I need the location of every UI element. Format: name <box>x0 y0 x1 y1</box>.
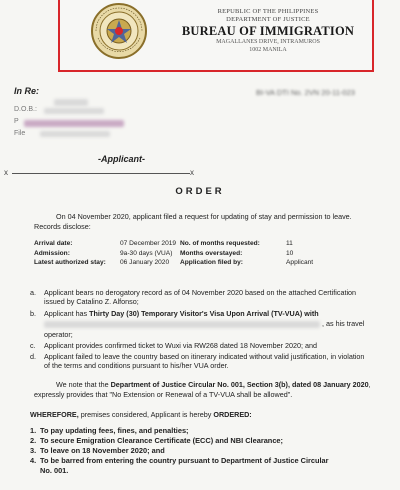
order-item-text: To pay updating fees, fines, and penalties; <box>40 426 189 435</box>
intro-paragraph: On 04 November 2020, applicant filed a request for updating of stay and permission to leave. Records disclose: <box>34 212 352 231</box>
finding-b <box>30 309 370 318</box>
letterhead-city: 1002 MANILA <box>249 46 287 53</box>
order-item-text: To leave on 18 November 2020; and <box>40 446 165 455</box>
record-value: 06 January 2020 <box>120 259 170 267</box>
records-row <box>34 240 313 250</box>
record-value: Applicant <box>286 259 314 267</box>
order-item-text: No. 001. <box>40 466 69 475</box>
order-item-number: 1. <box>30 426 37 435</box>
order-item-number: 2. <box>30 436 37 445</box>
order-item-number: 3. <box>30 446 37 455</box>
finding-label: b. <box>30 309 36 318</box>
order-item-continuation <box>30 466 370 475</box>
note-text: , expressly provides that "No Extension or Renewal of a TV-VUA shall be allowed". <box>34 380 371 399</box>
caption-x-left: x <box>4 168 8 177</box>
record-value: 07 December 2019 <box>120 240 177 247</box>
note-paragraph <box>34 380 372 399</box>
record-key: Arrival date: <box>34 240 73 247</box>
finding-label: a. <box>30 288 36 297</box>
record-key: Latest authorized stay: <box>34 259 106 267</box>
letterhead-agency: BUREAU OF IMMIGRATION <box>181 24 355 38</box>
order-item <box>30 436 370 445</box>
finding-d <box>30 352 370 370</box>
note-text-bold: Department of Justice Circular No. 001, Section 3(b), dated 08 January 2020 <box>110 380 369 389</box>
party-line-file: File <box>14 130 26 137</box>
order-title: ORDER <box>175 186 225 197</box>
record-value: 11 <box>286 240 293 247</box>
records-table <box>34 240 313 269</box>
record-key: Admission: <box>34 249 70 257</box>
redacted-name <box>54 99 88 106</box>
finding-text-bold: Thirty Day (30) Temporary Visitor's Visa Upon Arrival (TV-VUA) with <box>89 309 319 318</box>
record-value: 9a-30 days (VUA) <box>120 249 173 257</box>
note-text: We note that the <box>56 380 111 389</box>
applicant-label: -Applicant- <box>98 154 145 164</box>
in-re-label: In Re: <box>14 86 40 96</box>
order-item <box>30 426 370 435</box>
redacted-passport <box>24 120 124 127</box>
letterhead <box>58 0 374 72</box>
caption-x-right: x <box>190 168 194 177</box>
finding-a <box>30 288 370 306</box>
record-value: 10 <box>286 249 294 257</box>
wherefore-paragraph <box>30 410 368 420</box>
finding-b-tail2: operator; <box>44 330 73 339</box>
redacted-dob <box>44 108 104 114</box>
finding-b-tail: , as his travel <box>322 319 365 328</box>
party-line-dob: D.O.B.: <box>14 106 37 113</box>
bureau-seal-icon <box>90 2 148 60</box>
finding-text: Applicant has <box>44 309 90 318</box>
letterhead-address: MAGALLANES DRIVE, INTRAMUROS <box>216 39 320 45</box>
record-key: No. of months requested: <box>180 240 260 247</box>
finding-text: Applicant bears no derogatory record as of 04 November 2020 based on the attached Certification issued by Catalino Z. Alfonso; <box>44 288 357 306</box>
order-item-text: To be barred from entering the country pursuant to Department of Justice Circular <box>40 456 329 465</box>
order-item-text: To secure Emigration Clearance Certificate (ECC) and NBI Clearance; <box>40 436 284 445</box>
redacted-file <box>40 131 110 137</box>
finding-label: d. <box>30 352 36 361</box>
record-key: Application filed by: <box>180 259 244 267</box>
party-line-p: P <box>14 118 19 125</box>
wherefore-text: premises considered, Applicant is hereby <box>78 410 214 419</box>
finding-text: Applicant provides confirmed ticket to Wuxi via RW268 dated 18 November 2020; and <box>44 341 318 350</box>
records-row <box>34 259 313 269</box>
finding-text: Applicant failed to leave the country based on itinerary indicated without valid justification, in violation of the terms and conditions pursuant to his/her VUA order. <box>44 352 365 370</box>
order-item <box>30 446 370 455</box>
order-item <box>30 456 370 465</box>
record-key: Months overstayed: <box>180 249 243 257</box>
order-item-number: 4. <box>30 456 37 465</box>
wherefore-lead: WHEREFORE, <box>30 410 79 419</box>
records-row <box>34 250 313 260</box>
letterhead-republic: REPUBLIC OF THE PHILIPPINES <box>217 8 319 15</box>
case-number-redacted: BI-VA DTI No. 2VN 20-11-023 <box>256 88 355 97</box>
redacted-operator <box>44 321 320 328</box>
finding-c <box>30 341 370 350</box>
letterhead-department: DEPARTMENT OF JUSTICE <box>226 16 310 23</box>
finding-label: c. <box>30 341 36 350</box>
wherefore-ordered: ORDERED: <box>213 410 252 419</box>
caption-rule <box>12 173 190 174</box>
